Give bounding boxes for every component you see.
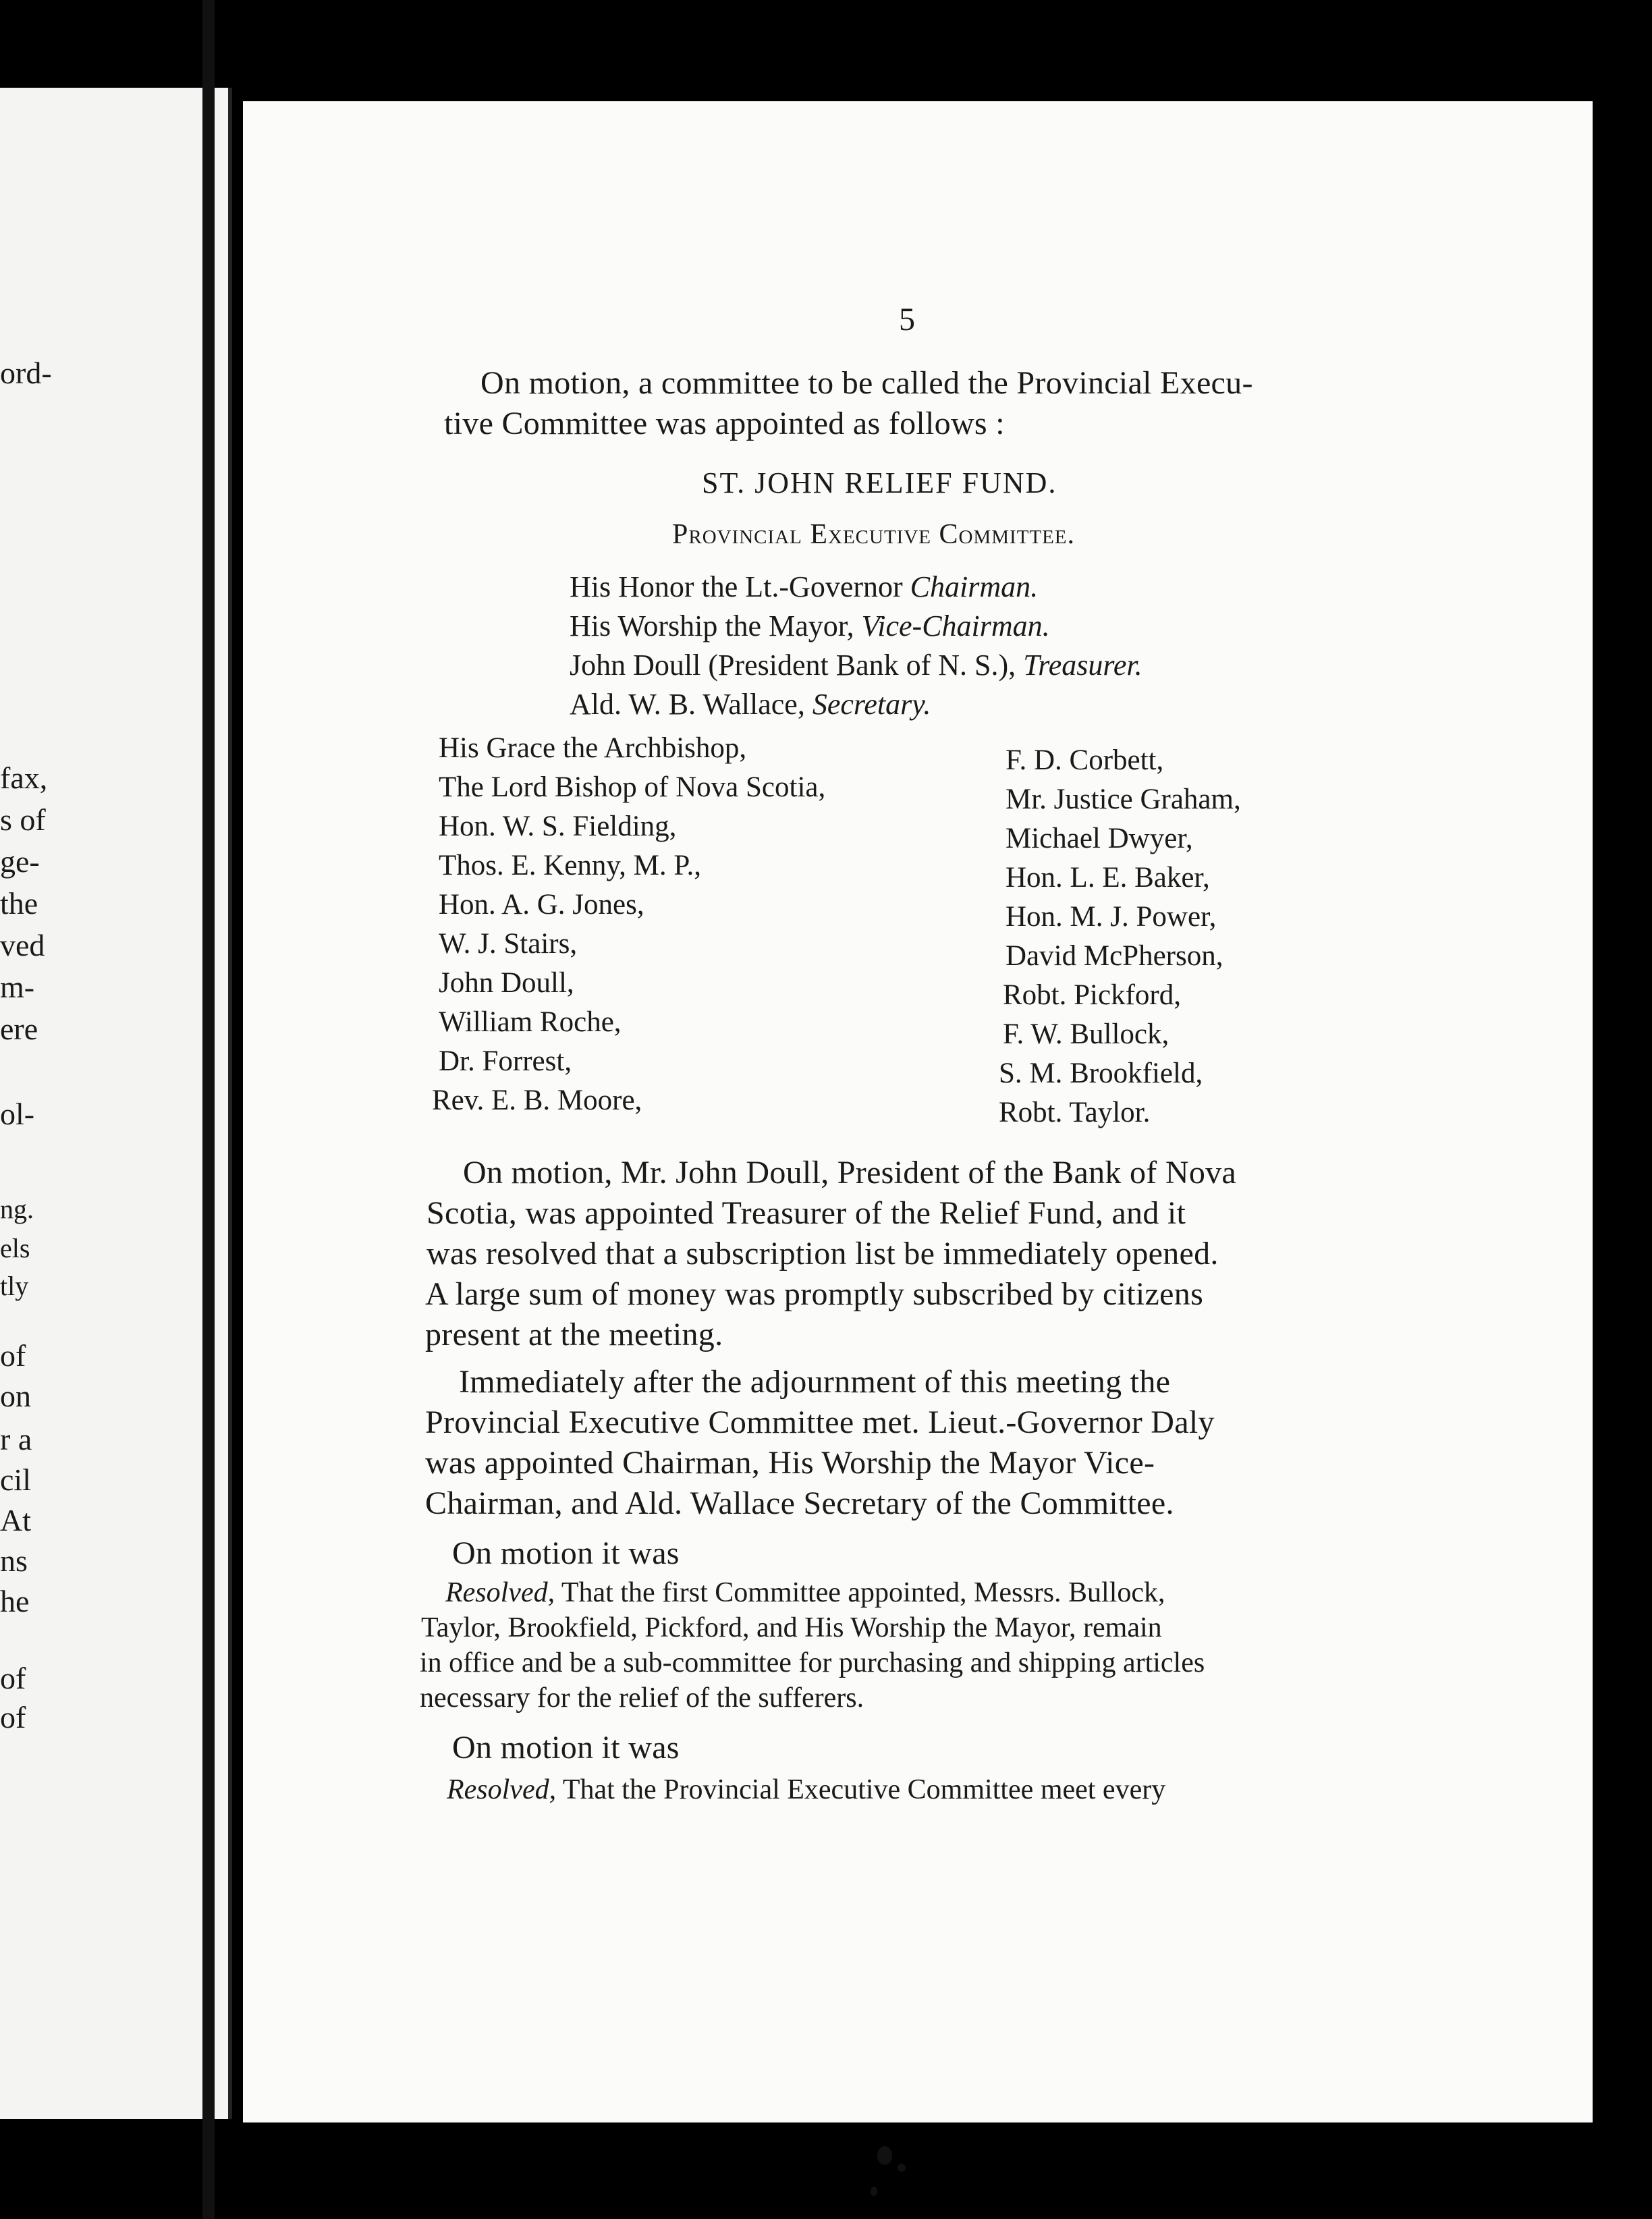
paragraph-line: Chairman, and Ald. Wallace Secretary of the Committee.	[425, 1485, 1174, 1521]
intro-line: tive Committee was appointed as follows :	[444, 406, 1005, 441]
member-right: Michael Dwyer,	[1006, 823, 1193, 854]
resolution-text: That the Provincial Executive Committee meet every	[562, 1774, 1166, 1805]
left-fragment: ge-	[0, 844, 40, 879]
officer-name: His Worship the Mayor,	[570, 609, 854, 642]
officer-row	[570, 609, 1050, 643]
left-fragment: tly	[0, 1271, 29, 1301]
fund-title: ST. JOHN RELIEF FUND.	[702, 466, 1057, 499]
resolution-line: in office and be a sub-committee for purchasing and shipping articles	[420, 1647, 1205, 1678]
book-gutter	[202, 0, 215, 2219]
resolution-line: Taylor, Brookfield, Pickford, and His Worship the Mayor, remain	[421, 1612, 1162, 1643]
officer-row	[570, 648, 1142, 682]
left-fragment: ere	[0, 1012, 38, 1046]
member-right: Hon. M. J. Power,	[1006, 901, 1217, 933]
resolution-line: necessary for the relief of the sufferers.	[420, 1682, 864, 1714]
paragraph-line: Provincial Executive Committee met. Lieut.-Governor Daly	[425, 1404, 1215, 1440]
member-right: F. D. Corbett,	[1006, 744, 1164, 776]
officer-name: His Honor the Lt.-Governor	[570, 570, 903, 603]
left-fragment: fax,	[0, 761, 48, 795]
left-fragment: At	[0, 1503, 31, 1537]
left-fragment: ved	[0, 928, 45, 962]
paragraph-line: Scotia, was appointed Treasurer of the Relief Fund, and it	[426, 1195, 1186, 1231]
resolution-line	[447, 1774, 1165, 1806]
member-left: Rev. E. B. Moore,	[432, 1085, 642, 1116]
member-left: His Grace the Archbishop,	[439, 732, 747, 764]
committee-subtitle: Provincial Executive Committee.	[672, 519, 1076, 550]
member-right: Robt. Pickford,	[1003, 979, 1181, 1011]
officer-name: Ald. W. B. Wallace,	[570, 688, 805, 721]
ink-spot	[871, 2187, 877, 2196]
book-page	[243, 101, 1593, 2122]
member-right: Hon. L. E. Baker,	[1006, 862, 1210, 894]
officer-role: Secretary.	[812, 688, 931, 721]
ink-spot	[877, 2146, 892, 2165]
left-fragment: els	[0, 1233, 30, 1263]
left-fragment: of	[0, 1700, 26, 1734]
officer-role: Vice-Chairman.	[861, 609, 1050, 642]
intro-line: On motion, a committee to be called the Provincial Execu-	[480, 365, 1253, 401]
member-right: Mr. Justice Graham,	[1006, 784, 1241, 815]
page-number: 5	[899, 302, 915, 337]
previous-page-fragment	[0, 88, 232, 2119]
officer-row	[570, 687, 931, 721]
left-fragment: ng.	[0, 1194, 34, 1224]
member-right: Robt. Taylor.	[999, 1097, 1151, 1128]
member-left: John Doull,	[439, 967, 574, 999]
ink-spot	[898, 2164, 906, 2172]
left-fragment: of	[0, 1338, 26, 1373]
member-right: F. W. Bullock,	[1003, 1018, 1169, 1050]
left-fragment: he	[0, 1584, 30, 1618]
paragraph-line: Immediately after the adjournment of this meeting the	[459, 1364, 1171, 1400]
motion-line: On motion it was	[452, 1535, 680, 1571]
left-fragment: cil	[0, 1462, 31, 1497]
paragraph-line: present at the meeting.	[425, 1317, 723, 1352]
member-left: Dr. Forrest,	[439, 1045, 572, 1077]
officer-name: John Doull (President Bank of N. S.),	[570, 649, 1016, 682]
resolved-word: Resolved,	[447, 1774, 557, 1805]
left-fragment: of	[0, 1661, 26, 1695]
member-left: Thos. E. Kenny, M. P.,	[439, 850, 701, 881]
resolution-line	[445, 1577, 1165, 1609]
member-left: Hon. W. S. Fielding,	[439, 811, 677, 842]
motion-line: On motion it was	[452, 1730, 680, 1765]
member-left: William Roche,	[439, 1006, 622, 1038]
left-fragment: ol-	[0, 1097, 35, 1131]
paragraph-line: A large sum of money was promptly subscribed by citizens	[425, 1276, 1204, 1312]
member-left: The Lord Bishop of Nova Scotia,	[439, 771, 826, 803]
left-fragment: on	[0, 1379, 31, 1413]
left-fragment: the	[0, 886, 38, 921]
left-fragment: ord-	[0, 356, 52, 390]
left-fragment: ns	[0, 1543, 28, 1578]
left-fragment: s of	[0, 802, 46, 837]
member-right: David McPherson,	[1006, 940, 1223, 972]
left-fragment: m-	[0, 970, 35, 1004]
paragraph-line: was resolved that a subscription list be immediately opened.	[426, 1236, 1219, 1271]
left-fragment: r a	[0, 1422, 32, 1456]
officer-role: Treasurer.	[1023, 649, 1142, 682]
officer-row	[570, 570, 1038, 604]
officer-role: Chairman.	[910, 570, 1039, 603]
member-right: S. M. Brookfield,	[999, 1058, 1203, 1089]
member-left: Hon. A. G. Jones,	[439, 889, 644, 921]
resolved-word: Resolved,	[445, 1577, 555, 1608]
resolution-text: That the first Committee appointed, Messrs. Bullock,	[561, 1577, 1165, 1608]
paragraph-line: On motion, Mr. John Doull, President of the Bank of Nova	[463, 1155, 1237, 1190]
member-left: W. J. Stairs,	[439, 928, 578, 960]
paragraph-line: was appointed Chairman, His Worship the Mayor Vice-	[425, 1445, 1155, 1481]
